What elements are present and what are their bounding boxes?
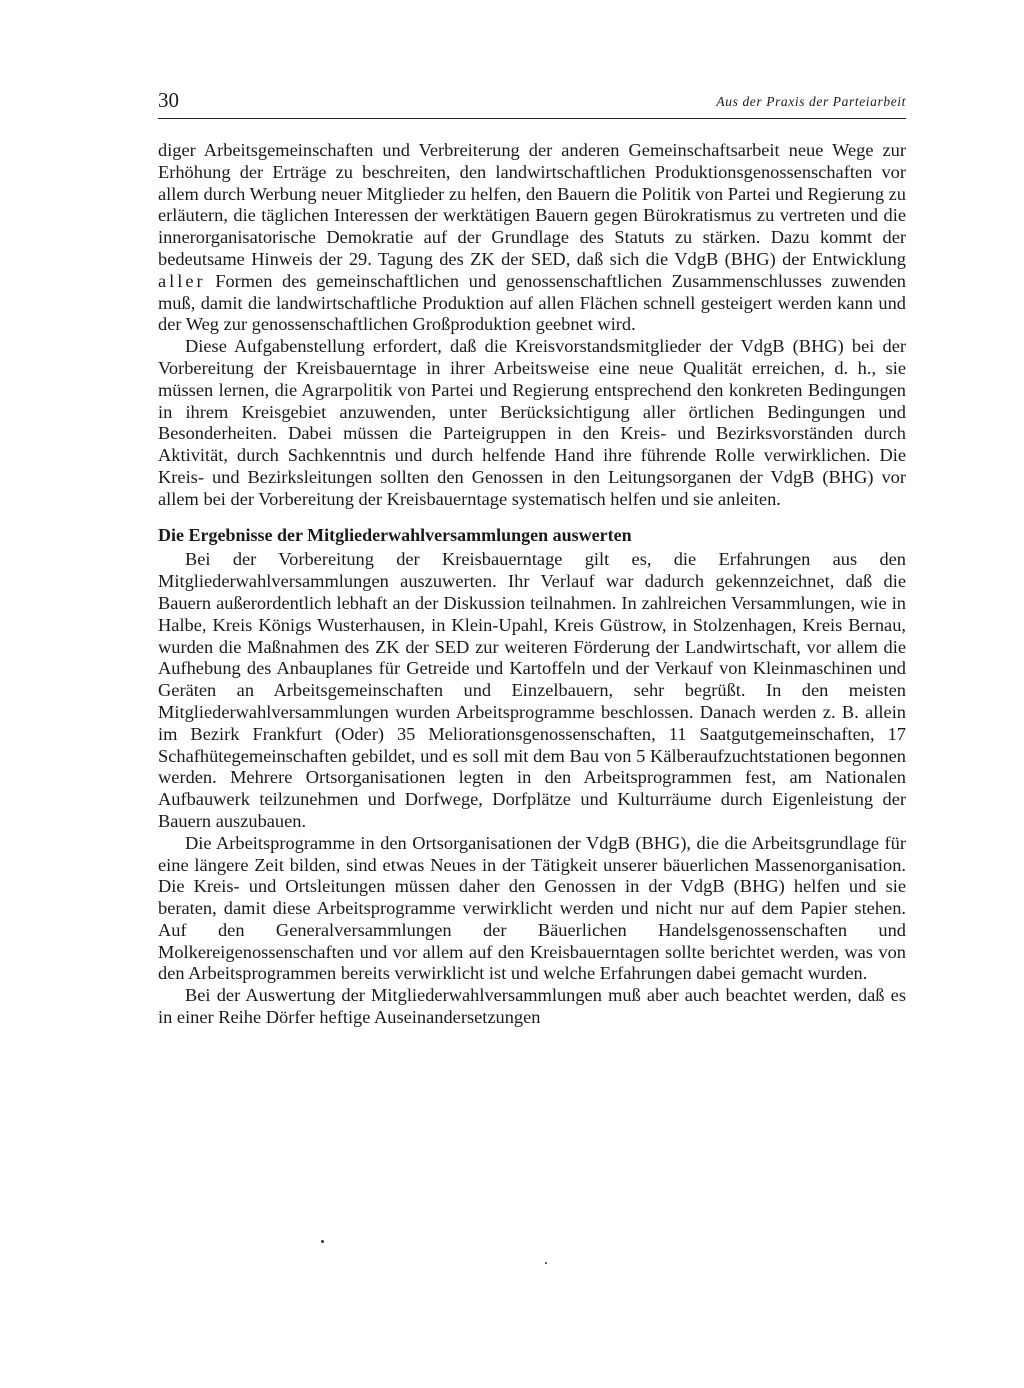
paragraph-1-emphasis: aller [158, 270, 206, 291]
section-heading: Die Ergebnisse der Mitgliederwahlversammlungen auswerten [158, 524, 632, 545]
page-header [158, 88, 906, 118]
body-text [158, 140, 906, 1029]
page-number: 30 [158, 88, 179, 112]
print-speck [321, 1240, 324, 1243]
paragraph-1-text-b: Formen des gemeinschaftlichen und genossenschaftlichen Zusammenschlusses zuwenden muß, damit die landwirtschaftliche Produktion auf allen Flächen schnell gesteigert werden kann und der Weg zur genossenschaftlichen Großproduktion geebnet wird. [158, 270, 906, 335]
paragraph-4: Die Arbeitsprogramme in den Ortsorganisationen der VdgB (BHG), die die Arbeitsgrundlage für eine längere Zeit bilden, sind etwas Neues in der Tätigkeit unserer bäuerlichen Massenorganisation. Die Kreis- und Ortsleitungen müssen daher den Genossen in der VdgB (BHG) helfen und sie beraten, damit diese Arbeitsprogramme verwirklicht werden und nicht nur auf dem Papier stehen. Auf den Generalversammlungen der Bäuerlichen Handelsgenossenschaften und Molkereigenossenschaften und vor allem auf den Kreisbauerntagen sollte berichtet werden, was von den Arbeitsprogrammen bereits verwirklicht ist und welche Erfahrungen dabei gemacht wurden. [158, 832, 906, 984]
header-rule [158, 118, 906, 119]
paragraph-3: Bei der Vorbereitung der Kreisbauerntage gilt es, die Erfahrungen aus den Mitgliederwahlversammlungen auszuwerten. Ihr Verlauf war dadurch gekennzeichnet, daß die Bauern außerordentlich lebhaft an der Diskussion teilnahmen. In zahlreichen Versammlungen, wie in Halbe, Kreis Königs Wusterhausen, in Klein-Upahl, Kreis Güstrow, in Stolzenhagen, Kreis Bernau, wurden die Maßnahmen des ZK der SED zur weiteren Förderung der Landwirtschaft, vor allem die Aufhebung des Anbauplanes für Getreide und Kartoffeln und der Verkauf von Kleinmaschinen und Geräten an Arbeitsgemeinschaften und Einzelbauern, sehr begrüßt. In den meisten Mitgliederwahlversammlungen wurden Arbeitsprogramme beschlossen. Danach werden z. B. allein im Bezirk Frankfurt (Oder) 35 Meliorationsgenossenschaften, 11 Saatgutgemeinschaften, 17 Schafhütegemeinschaften gebildet, und es soll mit dem Bau von 5 Kälberaufzuchtstationen begonnen werden. Mehrere Ortsorganisationen legten in den Arbeitsprogrammen fest, am Nationalen Aufbauwerk teilzunehmen und Dorfwege, Dorfplätze und Kulturräume durch Eigenleistung der Bauern auszubauen. [158, 549, 906, 831]
paragraph-5: Bei der Auswertung der Mitgliederwahlversammlungen muß aber auch beachtet werden, daß es in einer Reihe Dörfer heftige Auseinandersetzungen [158, 985, 906, 1028]
paragraph-1 [158, 140, 906, 336]
paragraph-1-text-a: diger Arbeitsgemeinschaften und Verbreiterung der anderen Gemeinschaftsarbeit neue Wege zur Erhöhung der Erträge zu beschreiten, den landwirtschaftlichen Produktionsgenossenschaften vor allem durch Werbung neuer Mitglieder zu helfen, den Bauern die Politik von Partei und Regierung zu erläutern, die täglichen Interessen der werktätigen Bauern gegen Bürokratismus zu vertreten und die innerorganisatorische Demokratie auf der Grundlage des Statuts zu stärken. Dazu kommt der bedeutsame Hinweis der 29. Tagung des ZK der SED, daß sich die VdgB (BHG) der Entwicklung [158, 140, 906, 269]
paragraph-2: Diese Aufgabenstellung erfordert, daß die Kreisvorstandsmitglieder der VdgB (BHG) bei der Vorbereitung der Kreisbauerntage in ihrer Arbeitsweise eine neue Qualität erreichen, d. h., sie müssen lernen, die Agrarpolitik von Partei und Regierung entsprechend den konkreten Bedingungen in ihrem Kreisgebiet anzuwenden, unter Berücksichtigung aller örtlichen Bedingungen und Besonderheiten. Dabei müssen die Parteigruppen in den Kreis- und Bezirksvorständen durch Aktivität, durch Sachkenntnis und durch helfende Hand ihre führende Rolle verwirklichen. Die Kreis- und Bezirksleitungen sollten den Genossen in den Leitungsorganen der VdgB (BHG) vor allem bei der Vorbereitung der Kreisbauerntage systematisch helfen und sie anleiten. [158, 336, 906, 509]
running-head: Aus der Praxis der Parteiarbeit [716, 94, 906, 109]
print-speck [545, 1262, 547, 1264]
